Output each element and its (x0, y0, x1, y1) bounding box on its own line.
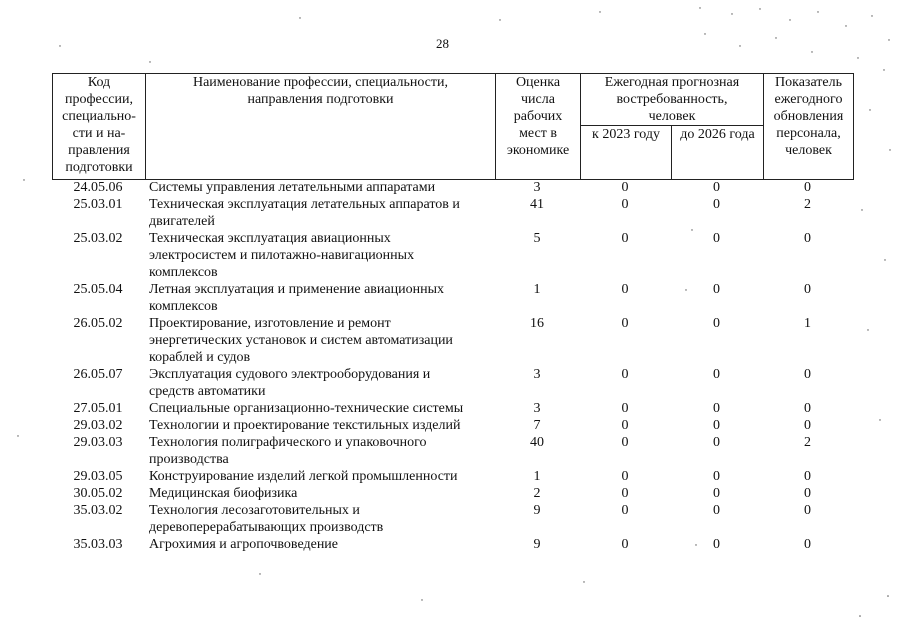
row-value-2023: 0 (621, 537, 629, 552)
row-estimate: 1 (533, 282, 541, 297)
row-value-2026: 0 (713, 180, 720, 195)
table-row (52, 230, 852, 281)
row-value-2023: 0 (621, 418, 629, 433)
row-estimate: 41 (530, 197, 544, 212)
row-value-2023: 0 (621, 231, 629, 246)
row-value-2026: 0 (713, 435, 720, 450)
row-value-2026: 0 (713, 486, 720, 501)
row-value-2023: 0 (621, 503, 629, 518)
row-index: 1 (804, 316, 811, 331)
header-y2026: до 2026 года (672, 126, 764, 180)
row-index: 0 (804, 469, 811, 484)
table-header (52, 73, 854, 180)
row-name (149, 281, 494, 315)
row-value-2023: 0 (621, 180, 629, 195)
row-name-line: комплексов (149, 299, 218, 314)
row-value-2023: 0 (621, 486, 629, 501)
row-code: 24.05.06 (73, 180, 123, 195)
row-value-2026: 0 (713, 469, 720, 484)
table-row (52, 536, 852, 553)
row-name-line: Эксплуатация судового электрооборудования и (149, 367, 431, 382)
row-value-2023: 0 (621, 197, 629, 212)
table-row (52, 400, 852, 417)
row-name-line: Специальные организационно-технические системы (149, 401, 464, 416)
row-code: 25.03.02 (73, 231, 123, 246)
row-value-2023: 0 (621, 367, 629, 382)
row-code: 29.03.02 (73, 418, 123, 433)
table-row (52, 502, 852, 536)
row-name-line: Конструирование изделий легкой промышленности (149, 469, 458, 484)
row-value-2026: 0 (713, 231, 720, 246)
row-estimate: 7 (533, 418, 541, 433)
table-row (52, 485, 852, 502)
row-name (149, 434, 494, 468)
page-number: 28 (436, 36, 449, 51)
row-index: 0 (804, 231, 811, 246)
row-code: 30.05.02 (73, 486, 123, 501)
table-row (52, 434, 852, 468)
row-estimate: 3 (533, 180, 541, 195)
row-code: 29.03.05 (73, 469, 123, 484)
row-estimate: 9 (533, 503, 541, 518)
row-name (149, 536, 494, 553)
header-code: Код профессии, специально- сти и на- правления подготовки (53, 74, 146, 180)
row-name-line: комплексов (149, 265, 218, 280)
row-name (149, 502, 494, 536)
row-index: 0 (804, 367, 811, 382)
row-name-line: Системы управления летательными аппаратами (149, 180, 436, 195)
row-code: 25.05.04 (73, 282, 123, 297)
row-index: 0 (804, 282, 811, 297)
row-code: 29.03.03 (73, 435, 123, 450)
row-code: 25.03.01 (73, 197, 123, 212)
row-index: 0 (804, 180, 811, 195)
table-row (52, 315, 852, 366)
header-y2023: к 2023 году (581, 126, 672, 180)
row-name-line: деревоперерабатывающих производств (149, 520, 384, 535)
header-demand-group: Ежегодная прогнозная востребованность, человек (581, 74, 764, 126)
row-value-2026: 0 (713, 197, 720, 212)
row-value-2026: 0 (713, 316, 720, 331)
row-name-line: Летная эксплуатация и применение авиационных (149, 282, 444, 297)
row-name-line: Техническая эксплуатация авиационных (149, 231, 391, 246)
table-row (52, 417, 852, 434)
row-name-line: Технология лесозаготовительных и (149, 503, 360, 518)
table-body (52, 179, 852, 553)
row-index: 0 (804, 503, 811, 518)
row-value-2023: 0 (621, 435, 629, 450)
row-name (149, 230, 494, 281)
row-value-2026: 0 (713, 418, 720, 433)
row-value-2023: 0 (621, 282, 629, 297)
row-index: 0 (804, 486, 811, 501)
row-name-line: средств автоматики (149, 384, 266, 399)
header-name: Наименование профессии, специальности, направления подготовки (146, 74, 496, 180)
row-name-line: Проектирование, изготовление и ремонт (149, 316, 391, 331)
row-value-2026: 0 (713, 282, 720, 297)
table-row (52, 468, 852, 485)
row-name-line: энергетических установок и систем автоматизации (149, 333, 453, 348)
row-code: 26.05.07 (73, 367, 123, 382)
row-name-line: кораблей и судов (149, 350, 251, 365)
row-name-line: двигателей (149, 214, 215, 229)
row-estimate: 3 (533, 401, 541, 416)
row-name-line: Технология полиграфического и упаковочного (149, 435, 427, 450)
row-code: 27.05.01 (73, 401, 123, 416)
row-name (149, 315, 494, 366)
header-index: Показатель ежегодного обновления персонала, человек (764, 74, 854, 180)
row-estimate: 1 (533, 469, 541, 484)
row-name (149, 196, 494, 230)
row-name-line: производства (149, 452, 229, 467)
row-name-line: Агрохимия и агропочвоведение (149, 537, 339, 552)
table-row (52, 179, 852, 196)
row-estimate: 9 (533, 537, 541, 552)
row-value-2026: 0 (713, 503, 720, 518)
row-value-2026: 0 (713, 537, 720, 552)
table-row (52, 366, 852, 400)
header-estimate: Оценка числа рабочих мест в экономике (496, 74, 581, 180)
row-value-2026: 0 (713, 367, 720, 382)
row-name (149, 179, 494, 196)
row-name-line: Медицинская биофизика (149, 486, 298, 501)
row-name (149, 400, 494, 417)
table-row (52, 196, 852, 230)
row-code: 35.03.03 (73, 537, 123, 552)
row-name (149, 485, 494, 502)
row-code: 26.05.02 (73, 316, 123, 331)
row-estimate: 5 (533, 231, 541, 246)
row-estimate: 40 (530, 435, 544, 450)
row-name (149, 417, 494, 434)
row-name-line: электросистем и пилотажно-навигационных (149, 248, 415, 263)
row-index: 2 (804, 197, 811, 212)
row-name-line: Техническая эксплуатация летательных аппаратов и (149, 197, 460, 212)
row-index: 0 (804, 401, 811, 416)
row-value-2023: 0 (621, 401, 629, 416)
row-index: 0 (804, 537, 811, 552)
row-estimate: 2 (533, 486, 541, 501)
row-estimate: 3 (533, 367, 541, 382)
row-index: 2 (804, 435, 811, 450)
row-name (149, 366, 494, 400)
row-name-line: Технологии и проектирование текстильных изделий (149, 418, 461, 433)
row-value-2026: 0 (713, 401, 720, 416)
row-name (149, 468, 494, 485)
row-code: 35.03.02 (73, 503, 123, 518)
table-row (52, 281, 852, 315)
row-index: 0 (804, 418, 811, 433)
row-value-2023: 0 (621, 469, 629, 484)
row-value-2023: 0 (621, 316, 629, 331)
row-estimate: 16 (530, 316, 544, 331)
